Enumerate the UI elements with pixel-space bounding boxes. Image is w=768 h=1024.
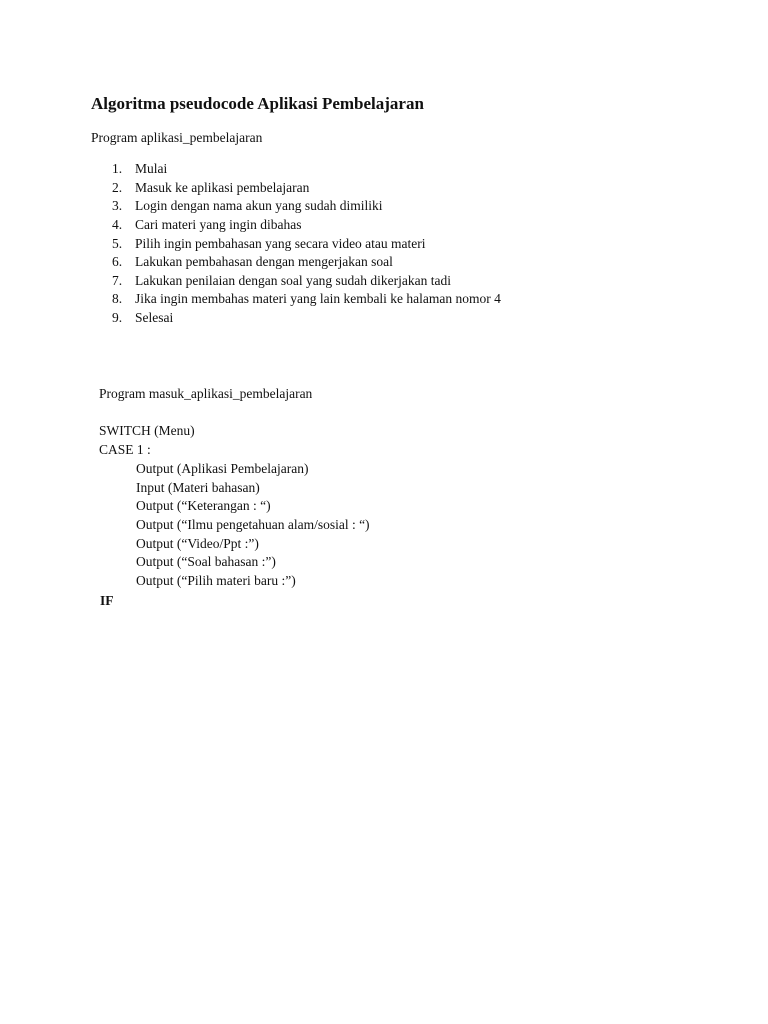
- program-heading-secondary: Program masuk_aplikasi_pembelajaran: [99, 386, 313, 401]
- code-line: Output (“Soal bahasan :”): [136, 554, 276, 570]
- step-text: Login dengan nama akun yang sudah dimiliki: [135, 198, 383, 214]
- step-number: 6.: [112, 254, 123, 270]
- code-line: Output (“Video/Ppt :”): [136, 535, 259, 551]
- code-line: Output (“Keterangan : “): [136, 498, 271, 514]
- step-number: 5.: [112, 235, 123, 251]
- step-number: 9.: [112, 310, 123, 326]
- step-text: Mulai: [135, 161, 168, 176]
- program-heading-main: Program aplikasi_pembelajaran: [91, 130, 263, 145]
- code-line: Output (Aplikasi Pembelajaran): [136, 461, 309, 476]
- code-line: Output (“Ilmu pengetahuan alam/sosial : “): [136, 516, 370, 532]
- step-text: Pilih ingin pembahasan yang secara video atau materi: [135, 235, 426, 251]
- code-line: Output (“Pilih materi baru :”): [136, 572, 296, 588]
- step-number: 3.: [112, 198, 123, 214]
- step-number: 7.: [112, 272, 123, 288]
- document-title: Algoritma pseudocode Aplikasi Pembelajaran: [91, 94, 424, 113]
- step-text: Jika ingin membahas materi yang lain kembali ke halaman nomor 4: [135, 291, 501, 307]
- if-keyword: IF: [100, 593, 114, 608]
- step-text: Cari materi yang ingin dibahas: [135, 216, 302, 232]
- step-number: 2.: [112, 179, 123, 195]
- step-number: 4.: [112, 216, 123, 232]
- step-text: Selesai: [135, 310, 174, 326]
- step-text: Lakukan penilaian dengan soal yang sudah dikerjakan tadi: [135, 272, 452, 288]
- step-text: Masuk ke aplikasi pembelajaran: [135, 179, 310, 195]
- switch-statement: SWITCH (Menu): [99, 423, 195, 438]
- case-statement: CASE 1 :: [99, 442, 151, 457]
- step-number: 8.: [112, 291, 123, 307]
- step-text: Lakukan pembahasan dengan mengerjakan soal: [135, 254, 393, 270]
- step-number: 1.: [112, 161, 123, 176]
- case-body: [136, 460, 370, 590]
- code-line: Input (Materi bahasan): [136, 479, 260, 495]
